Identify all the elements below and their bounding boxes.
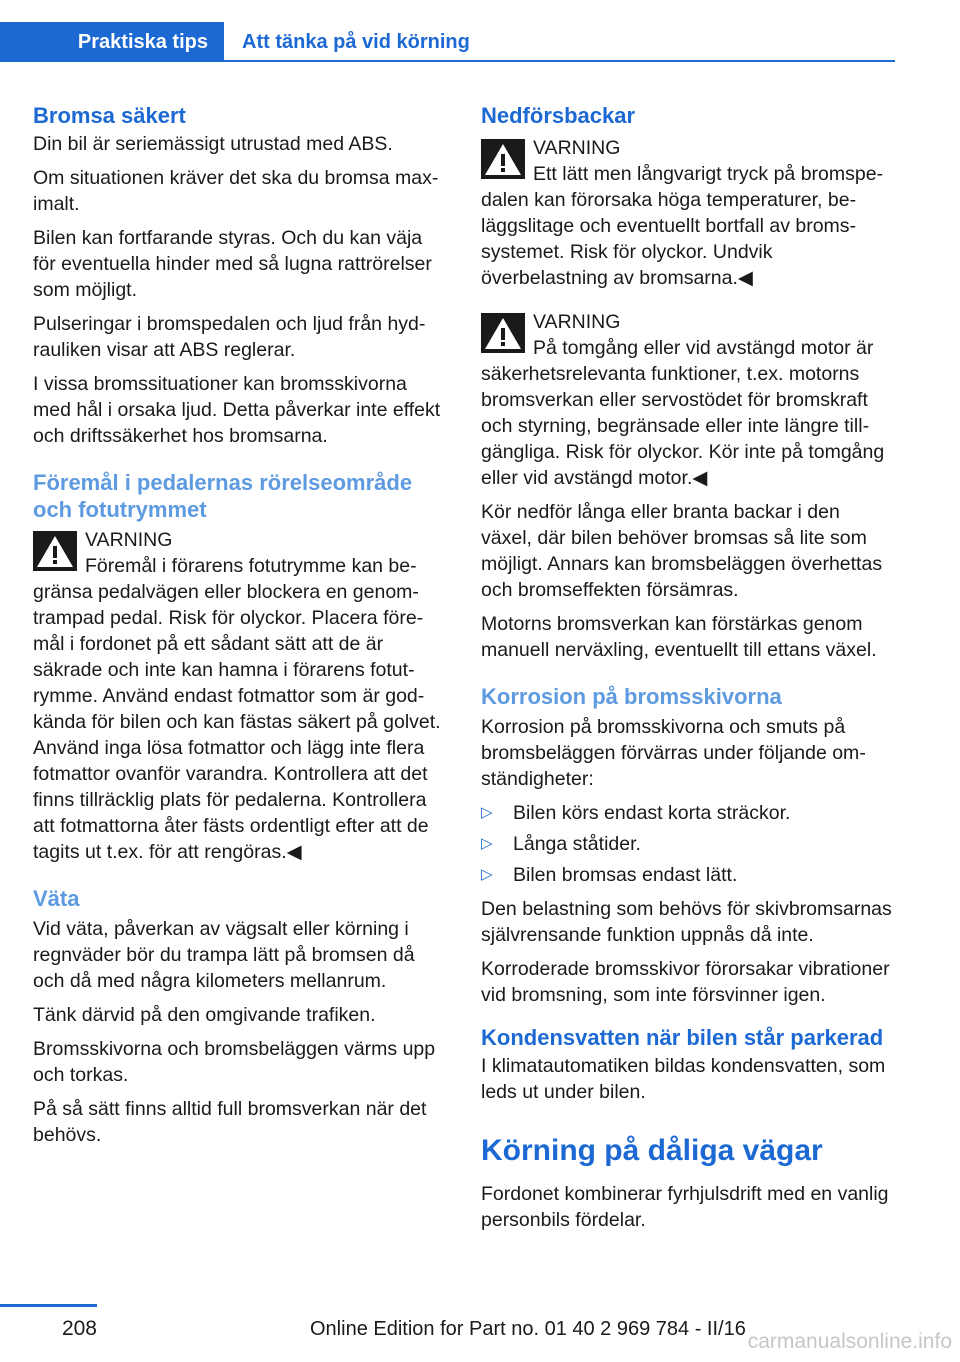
section-bromsa-sakert — [33, 102, 447, 449]
section-kondensvatten — [481, 1024, 895, 1105]
header-tabbar — [0, 22, 895, 62]
bullet-list — [481, 800, 895, 888]
section-foremal — [33, 469, 447, 865]
paragraph: Korrosion på bromsskivorna och smuts på bromsbeläggen förvärras under följande omständigheter: — [481, 716, 866, 790]
paragraph: Den belastning som behövs för skivbromsarnas självrensande funktion uppnås då inte. — [481, 898, 892, 946]
warning-text: Föremål i förarens fotutrymme kan begränsa pedalvägen eller blockera en genomtrampad pedal. Risk för olyckor. Placera föremål i fordonet på ett sådant sätt att de är säkrade och inte kan hamna i förarens fotutrymme. Använd endast fotmattor som är godkända för bilen och kan fästas säkert på golvet. Använd inga lösa fotmattor och lägg inte flera fotmattor ovanför varandra. Kontrollera att det finns tillräcklig plats för pedalerna. Kontrollera att fotmattorna åter fästs ordentligt efter att de tagits ut t.ex. för att rengöras.◀ — [33, 555, 441, 863]
section-korrosion — [481, 683, 895, 1008]
warning-box — [481, 309, 895, 491]
paragraph: Korroderade bromsskivor förorsakar vibrationer vid bromsning, som inte försvinner igen. — [481, 958, 890, 1006]
list-item-text: Bilen bromsas endast lätt. — [513, 864, 738, 886]
section-nedforsbackar — [481, 102, 895, 663]
paragraph: I klimatautomatiken bildas kondensvatten, som leds ut under bilen. — [481, 1055, 886, 1103]
section-title: Kondensvatten när bilen står parkerad — [481, 1025, 884, 1050]
warning-label: VARNING — [533, 137, 621, 159]
warning-box — [33, 527, 447, 865]
paragraph: Vid väta, påverkan av vägsalt eller körning i regnväder bör du trampa lätt på bromsen då och då med några kilometers mellanrum. — [33, 918, 415, 992]
paragraph: Om situationen kräver det ska du bromsa maximalt. — [33, 167, 439, 215]
section-title: Väta — [33, 886, 80, 911]
page-number: 208 — [61, 1317, 97, 1340]
paragraph: Motorns bromsverkan kan förstärkas genom manuell nerväxling, eventuellt till ettans växel. — [481, 613, 877, 661]
list-item — [481, 800, 895, 826]
warning-text: På tomgång eller vid avstängd motor är säkerhetsrelevanta funktioner, t.ex. motorns bromsverkan eller servostödet för bromskraft och styrning, begränsade eller inte längre tillgängliga. Risk för olyckor. Kör inte på tomgång eller vid avstängd motor.◀ — [481, 337, 885, 489]
left-column — [33, 102, 447, 1156]
section-title: Korrosion på bromsskivorna — [481, 684, 782, 709]
triangle-bullet-icon: ▷ — [481, 804, 493, 821]
right-column — [481, 102, 895, 1241]
paragraph: Bromsskivorna och bromsbeläggen värms upp och torkas. — [33, 1038, 436, 1086]
paragraph: Tänk därvid på den omgivande trafiken. — [33, 1004, 376, 1026]
paragraph: Pulseringar i bromspedalen och ljud från hydrauliken visar att ABS reglerar. — [33, 313, 426, 361]
watermark: carmanualsonline.info — [747, 1330, 952, 1353]
list-item — [481, 831, 895, 857]
warning-triangle-icon — [33, 531, 77, 571]
warning-label: VARNING — [533, 311, 621, 333]
tab-section-title[interactable]: Att tänka på vid körning — [242, 31, 470, 53]
triangle-bullet-icon: ▷ — [481, 866, 493, 883]
section-title: Bromsa säkert — [33, 103, 186, 128]
warning-triangle-icon — [481, 139, 525, 179]
warning-box — [481, 135, 895, 291]
list-item-text: Bilen körs endast korta sträckor. — [513, 802, 791, 824]
paragraph: Bilen kan fortfarande styras. Och du kan väja för eventuella hinder med så lugna rattrörelser som möjligt. — [33, 227, 432, 301]
triangle-bullet-icon: ▷ — [481, 835, 493, 852]
warning-text: Ett lätt men långvarigt tryck på bromspedalen kan förorsaka höga temperaturer, beläggslitage och eventuellt bortfall av bromssystemet. Risk för olyckor. Undvik överbelastning av bromsarna.◀ — [481, 163, 884, 289]
section-vata — [33, 885, 447, 1148]
paragraph: Kör nedför långa eller branta backar i den växel, där bilen behöver bromsas så lite som möjligt. Annars kan bromsbeläggen överhettas och bromseffekten försämras. — [481, 501, 883, 601]
section-title: Föremål i pedalernas rörelseområde och fotutrymmet — [33, 470, 413, 522]
warning-label: VARNING — [85, 529, 173, 551]
list-item — [481, 862, 895, 888]
paragraph: På så sätt finns alltid full bromsverkan när det behövs. — [33, 1098, 427, 1146]
edition-note: Online Edition for Part no. 01 40 2 969 784 - II/16 — [310, 1318, 746, 1340]
list-item-text: Långa ståtider. — [513, 833, 641, 855]
paragraph: Fordonet kombinerar fyrhjulsdrift med en vanlig personbils fördelar. — [481, 1183, 889, 1231]
section-title: Nedförsbackar — [481, 103, 636, 128]
tab-praktiska-tips[interactable]: Praktiska tips — [0, 22, 224, 62]
footer-rule — [0, 1304, 97, 1307]
paragraph: Din bil är seriemässigt utrustad med ABS. — [33, 133, 393, 155]
chapter-title: Körning på dåliga vägar — [481, 1134, 823, 1167]
warning-triangle-icon — [481, 313, 525, 353]
paragraph: I vissa bromssituationer kan bromsskivorna med hål i orsaka ljud. Detta påverkar inte effekt och driftssäkerhet hos bromsarna. — [33, 373, 441, 447]
section-daliga-vagar — [481, 1133, 895, 1233]
